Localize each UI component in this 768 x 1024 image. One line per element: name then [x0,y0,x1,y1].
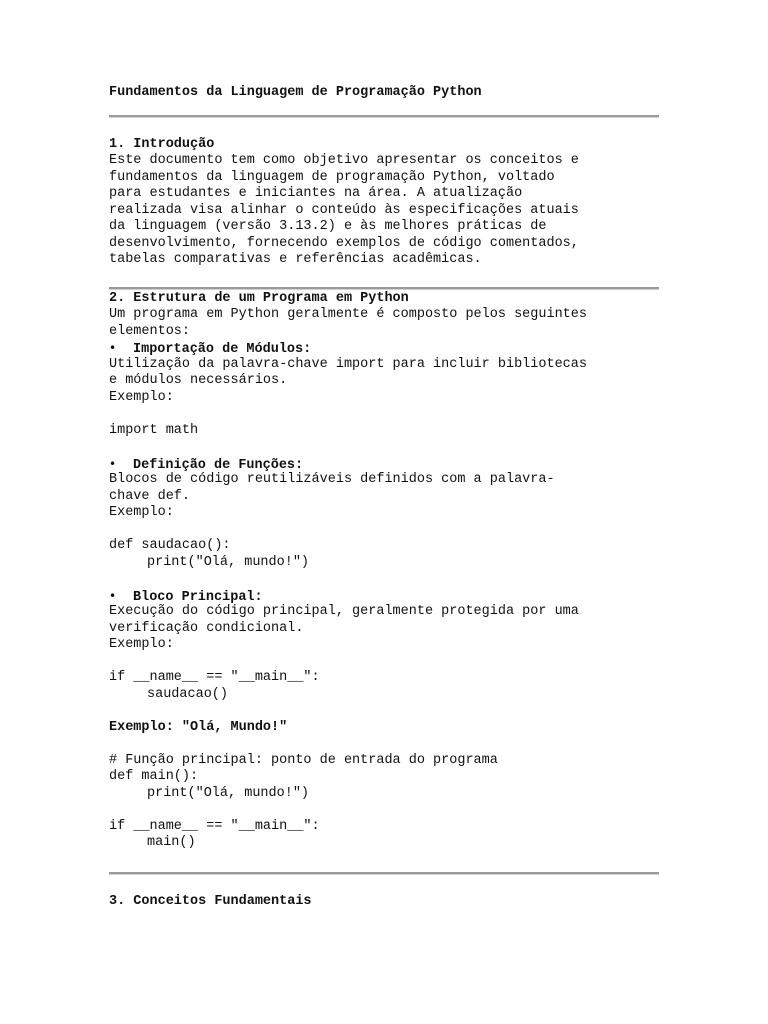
paragraph-line: e módulos necessários. [109,373,288,388]
example-heading: Exemplo: "Olá, Mundo!" [109,719,288,735]
list-item-title: Definição de Funções: [133,457,304,473]
paragraph-line: Utilização da palavra-chave import para incluir bibliotecas [109,356,587,372]
code-line: print("Olá, mundo!") [147,785,310,801]
code-line: print("Olá, mundo!") [147,554,310,570]
code-line: # Função principal: ponto de entrada do programa [109,752,498,768]
example-label: Exemplo: [109,389,174,405]
code-line: if __name__ == "__main__": [109,670,320,685]
section-heading: 3. Conceitos Fundamentais [109,893,312,909]
document-page [109,85,659,910]
code-line: if __name__ == "__main__": [109,818,320,834]
paragraph-line: elementos: [109,323,191,339]
section-heading: 2. Estrutura de um Programa em Python [109,290,409,306]
list-item-title: Importação de Módulos: [133,342,312,357]
paragraph-line: Blocos de código reutilizáveis definidos com a palavra- [109,472,555,487]
example-label: Exemplo: [109,505,174,520]
code-line: main() [147,835,196,850]
paragraph-line: realizada visa alinhar o conteúdo às especificações atuais [109,202,579,218]
paragraph-line: desenvolvimento, fornecendo exemplos de código comentados, [109,235,579,251]
code-line: import math [109,422,199,438]
bullet-icon: • [109,588,117,603]
code-line: saudacao() [147,686,229,702]
paragraph-line: para estudantes e iniciantes na área. A atualização [109,186,523,201]
paragraph-line: Este documento tem como objetivo apresentar os conceitos e [109,153,579,168]
example-label: Exemplo: [109,637,174,652]
code-line: def saudacao(): [109,538,231,553]
paragraph-line: da linguagem (versão 3.13.2) e às melhores práticas de [109,219,547,234]
section-heading: 1. Introdução [109,136,215,152]
paragraph-line: verificação condicional. [109,620,304,636]
document-title: Fundamentos da Linguagem de Programação Python [109,85,482,100]
section-program-structure [109,291,659,852]
list-item-title: Bloco Principal: [133,589,263,605]
paragraph-line: Um programa em Python geralmente é composto pelos seguintes [109,307,587,322]
section-introduction [109,137,659,269]
bullet-icon: • [109,456,117,471]
list-item [109,340,659,456]
paragraph-line: tabelas comparativas e referências acadêmicas. [109,252,482,267]
paragraph-line: Execução do código principal, geralmente protegida por uma [109,604,579,619]
bullet-icon: • [109,341,117,355]
list-item [109,588,659,720]
list-item [109,456,659,588]
paragraph-line: chave def. [109,488,191,504]
code-line: def main(): [109,769,199,784]
section-fundamental-concepts [109,894,659,911]
paragraph-line: fundamentos da linguagem de programação Python, voltado [109,169,555,185]
